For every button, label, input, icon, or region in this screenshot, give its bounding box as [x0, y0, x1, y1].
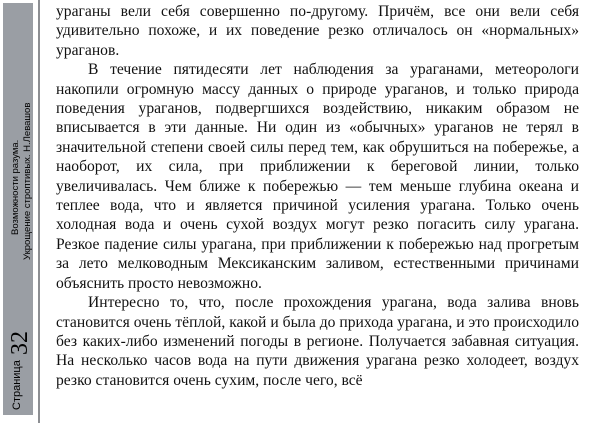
- paragraph: В течение пятидесяти лет наблюдения за ураганами, метеорологи накопили огромную массу данных о природе ураганов, и только природа поведения ураганов, подвергшихся воздействию, никаким образом не вписывается в эти данные. Ни один из «обычных» ураганов не терял в значительной степени своей силы перед тем, как обрушиться на побережье, а наоборот, их сила, при приближении к береговой линии, только увеличивалась. Чем ближе к побережью — тем меньше глубина океана и теплее вода, что и является причиной усиления урагана. Только очень холодная вода и очень сухой воздух могут резко погасить силу урагана. Резкое падение силы урагана, при приближении к побережью над прогретым за лето мелководным Мексиканским заливом, естественными причинами объяснить просто невозможно.: [56, 61, 579, 292]
- page-label: Страница: [11, 360, 23, 410]
- page-number: 32: [7, 331, 33, 355]
- paragraph: Интересно то, что, после прохождения урагана, вода залива вновь становится очень тёплой, какой и была до прихода урагана, и это происходило без каких-либо изменений погоды в регионе. Получается забавная ситуация. На несколько часов вода на пути движения урагана резко холодеет, воздух резко становится очень сухим, после чего, всё: [56, 294, 579, 389]
- running-header-subtitle: Укрощение строптивых. Н.Левашов: [22, 102, 33, 260]
- page-sidebar: [0, 0, 52, 423]
- sidebar-divider: [38, 0, 40, 423]
- paragraph-continuation: ураганы вели себя совершенно по-другому. Причём, все они вели себя удивительно похоже, и их поведение резко отличалось он «нормальных» ураганов.: [56, 3, 579, 59]
- running-header-title: Возможности разума.: [10, 139, 21, 235]
- body-text: [56, 2, 579, 390]
